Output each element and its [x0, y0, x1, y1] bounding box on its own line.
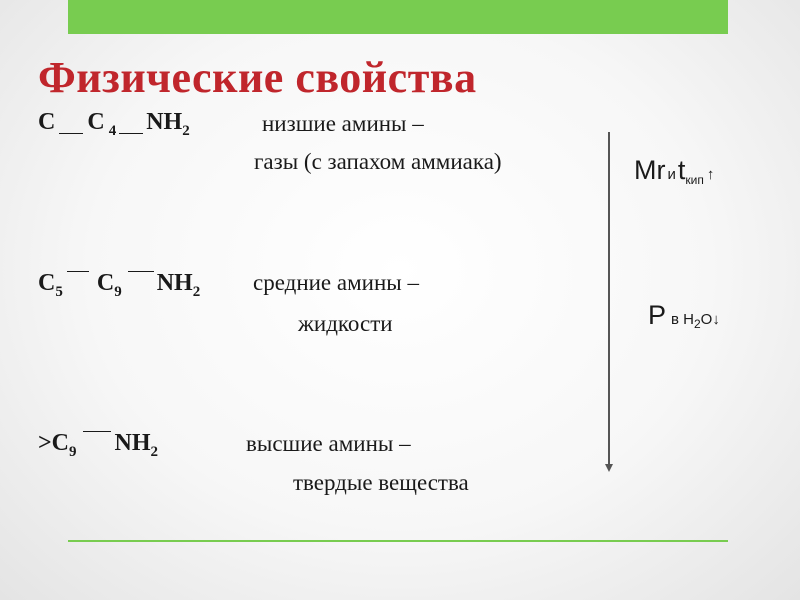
bond-line [59, 133, 83, 134]
higher-amines-label: высшие амины – [246, 431, 411, 456]
molar-mass-symbol: Mr [634, 155, 666, 185]
carbon-end: C [87, 109, 105, 135]
bond-line [119, 133, 143, 134]
slide-title: Физические свойства [38, 53, 477, 102]
middle-amines-state: жидкости [298, 311, 393, 336]
amino-group: NH [146, 109, 183, 135]
top-accent-bar [68, 0, 728, 34]
bond-line [83, 431, 111, 432]
higher-amines-state: твердые вещества [293, 470, 469, 495]
formula-lower-amines [38, 109, 190, 139]
trend-arrow-line [608, 132, 610, 468]
arrow-down-icon: ↓ [712, 311, 720, 328]
bottom-divider [68, 540, 728, 542]
carbon-subscript: 5 [55, 284, 63, 300]
oxygen-symbol: O [700, 311, 713, 328]
formula-middle-amines [38, 270, 201, 300]
amino-subscript: 2 [150, 444, 159, 460]
bond-line [67, 271, 89, 272]
lower-amines-state: газы (с запахом аммиака) [254, 149, 502, 174]
lower-amines-label: низшие амины – [262, 111, 424, 136]
amino-subscript: 2 [192, 284, 201, 300]
carbon-end: C [96, 270, 115, 296]
boiling-subscript: кип [685, 173, 704, 187]
carbon-subscript: 4 [108, 123, 117, 139]
middle-amines-label: средние амины – [253, 270, 419, 295]
solubility-trend [648, 300, 720, 331]
solubility-symbol: P [648, 300, 667, 330]
arrow-down-icon [605, 464, 613, 472]
carbon-start: C [38, 109, 56, 135]
arrow-up-icon: ↑ [706, 166, 715, 183]
conjunction: и [667, 166, 676, 183]
carbon-subscript: 9 [114, 284, 122, 300]
molar-mass-boiling-trend [634, 155, 714, 186]
carbon-subscript: 9 [69, 444, 77, 460]
water-subscript: 2 [693, 317, 701, 331]
solubility-context: в H [671, 311, 694, 328]
bond-line [128, 271, 154, 272]
amino-subscript: 2 [182, 123, 190, 139]
carbon-start: C [38, 270, 56, 296]
amino-group: NH [156, 270, 193, 296]
formula-higher-amines [38, 430, 159, 460]
amino-group: NH [114, 430, 151, 456]
temperature-symbol: t [677, 155, 686, 185]
carbon-start: >C [38, 430, 70, 456]
